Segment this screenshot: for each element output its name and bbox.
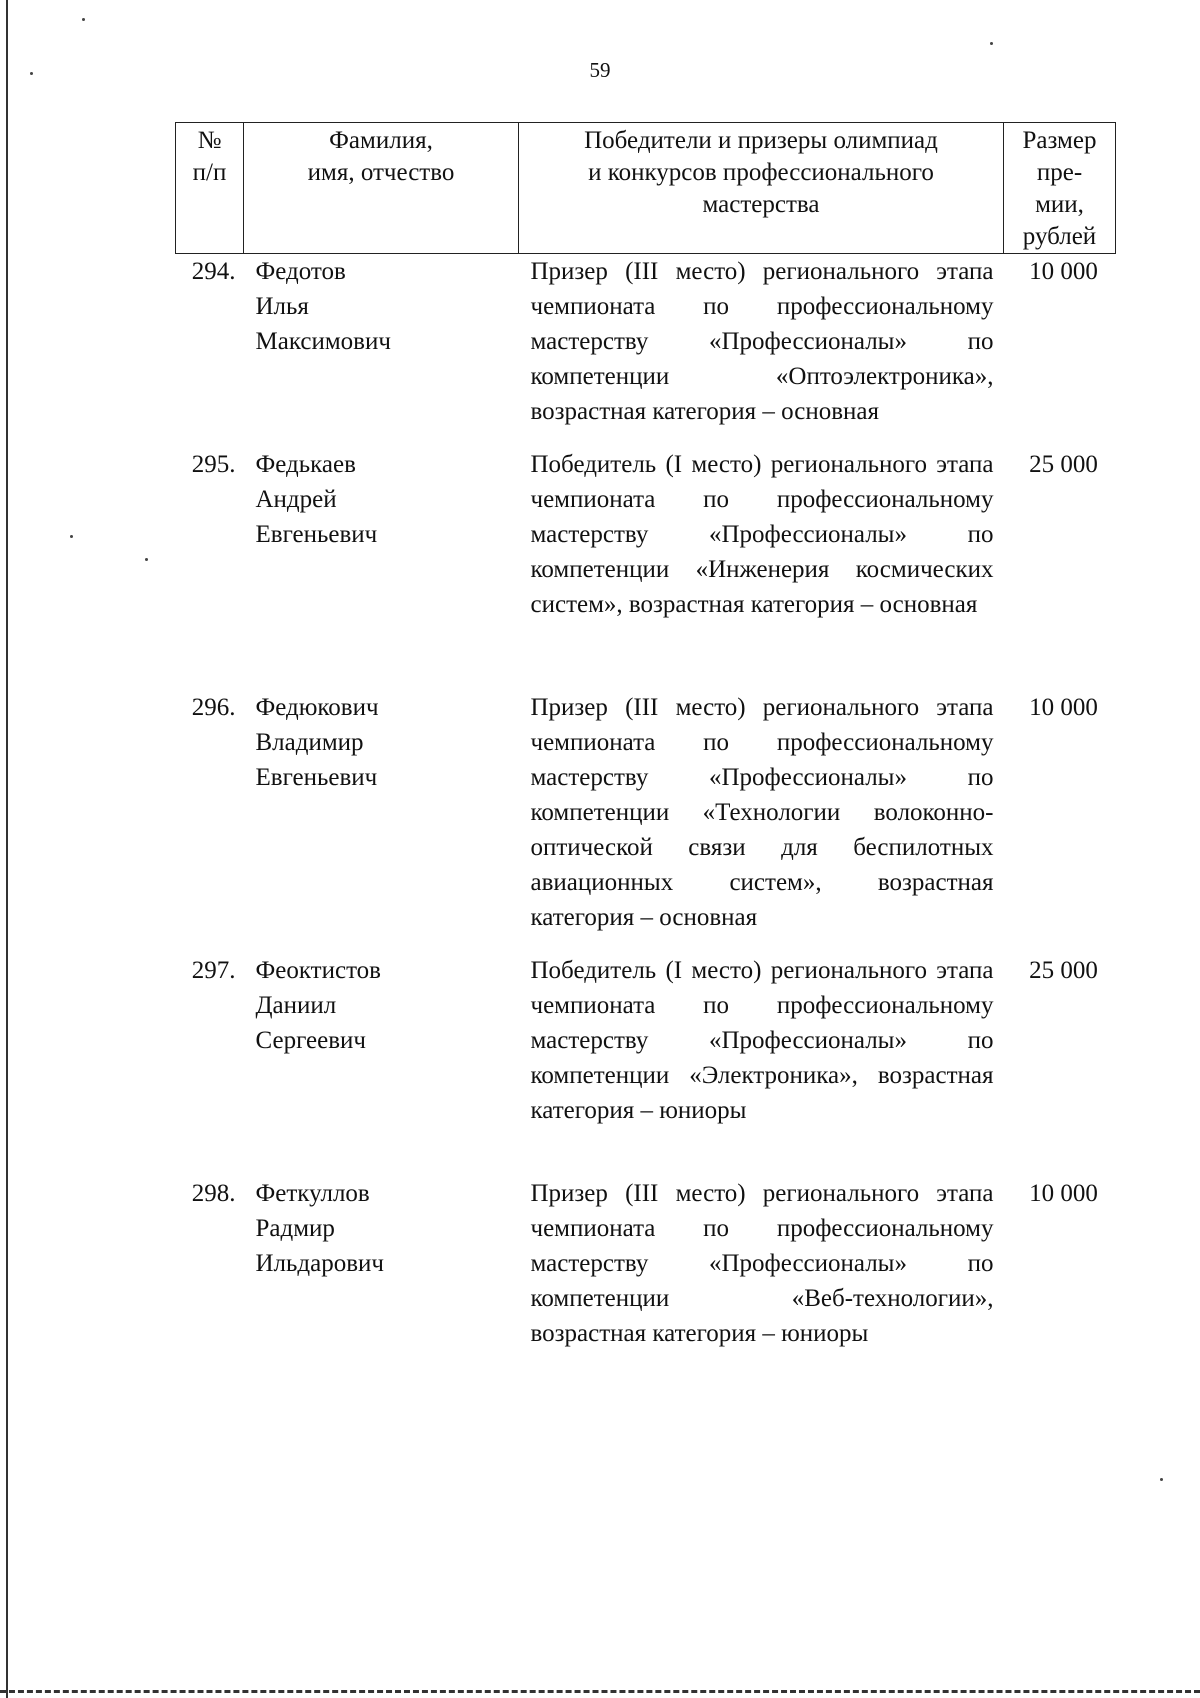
header-amount xyxy=(1004,123,1116,254)
person-name xyxy=(244,690,519,953)
achievement-description: Призер (III место) регионального этапа чемпионата по профессиональному мастерству «Профессионалы» по компетенции «Технологии волоконно-оптической связи для беспилотных авиационных систем», возрастная категория – основная xyxy=(530,694,994,931)
person-name xyxy=(244,953,519,1176)
patronymic: Ильдарович xyxy=(255,1250,385,1277)
header-full-name xyxy=(244,123,519,254)
header-achievement-label: Победители и призеры олимпиад и конкурсов профессионального мастерства xyxy=(584,127,938,218)
header-number xyxy=(176,123,244,254)
achievement-description: Призер (III место) регионального этапа чемпионата по профессиональному мастерству «Профессионалы» по компетенции «Оптоэлектроника», возрастная категория – основная xyxy=(530,258,994,425)
row-number: 295. xyxy=(191,451,236,478)
row-number: 296. xyxy=(191,694,236,721)
person-name xyxy=(244,1176,519,1356)
patronymic: Евгеньевич xyxy=(255,521,378,548)
scan-speck xyxy=(1160,1478,1163,1481)
patronymic: Максимович xyxy=(255,328,391,355)
prize-amount: 25 000 xyxy=(1029,957,1098,984)
scan-speck xyxy=(145,558,148,561)
person-name xyxy=(244,447,519,690)
prize-amount: 10 000 xyxy=(1029,258,1098,285)
achievement-description: Призер (III место) регионального этапа чемпионата по профессиональному мастерству «Профессионалы» по компетенции «Веб-технологии», возрастная категория – юниоры xyxy=(530,1180,994,1347)
first-name: Даниил xyxy=(255,992,337,1019)
header-full-name-label: Фамилия, имя, отчество xyxy=(307,127,455,186)
first-name: Владимир xyxy=(255,729,364,756)
page-number: 59 xyxy=(589,58,611,82)
header-number-label: № п/п xyxy=(192,127,227,186)
first-name: Илья xyxy=(255,293,309,320)
patronymic: Евгеньевич xyxy=(255,764,378,791)
last-name: Федькаев xyxy=(255,451,356,478)
last-name: Федотов xyxy=(255,258,346,285)
table-header-row xyxy=(176,123,1116,254)
achievement-description: Победитель (I место) регионального этапа чемпионата по профессиональному мастерству «Профессионалы» по компетенции «Инженерия космических систем», возрастная категория – основная xyxy=(530,451,994,618)
prize-amount: 10 000 xyxy=(1029,694,1098,721)
table-row xyxy=(176,1176,1116,1356)
scan-speck xyxy=(70,535,73,538)
table-row xyxy=(176,953,1116,1176)
last-name: Федюкович xyxy=(255,694,379,721)
header-achievement xyxy=(519,123,1004,254)
row-number: 294. xyxy=(191,258,236,285)
scan-left-edge xyxy=(6,0,8,1698)
prize-amount: 25 000 xyxy=(1029,451,1098,478)
patronymic: Сергеевич xyxy=(255,1027,366,1054)
row-number: 298. xyxy=(191,1180,236,1207)
last-name: Феоктистов xyxy=(255,957,381,984)
header-amount-label: Размер пре- мии, рублей xyxy=(1022,127,1097,250)
awards-table xyxy=(175,122,1116,1356)
last-name: Феткуллов xyxy=(255,1180,370,1207)
prize-amount: 10 000 xyxy=(1029,1180,1098,1207)
scan-speck xyxy=(990,42,993,45)
scan-speck xyxy=(82,18,85,21)
person-name xyxy=(244,254,519,448)
table-row xyxy=(176,690,1116,953)
first-name: Андрей xyxy=(255,486,337,513)
scan-bottom-edge xyxy=(0,1690,1200,1693)
table-row xyxy=(176,447,1116,690)
first-name: Радмир xyxy=(255,1215,335,1242)
table-row xyxy=(176,254,1116,448)
achievement-description: Победитель (I место) регионального этапа чемпионата по профессиональному мастерству «Профессионалы» по компетенции «Электроника», возрастная категория – юниоры xyxy=(530,957,994,1124)
row-number: 297. xyxy=(191,957,236,984)
